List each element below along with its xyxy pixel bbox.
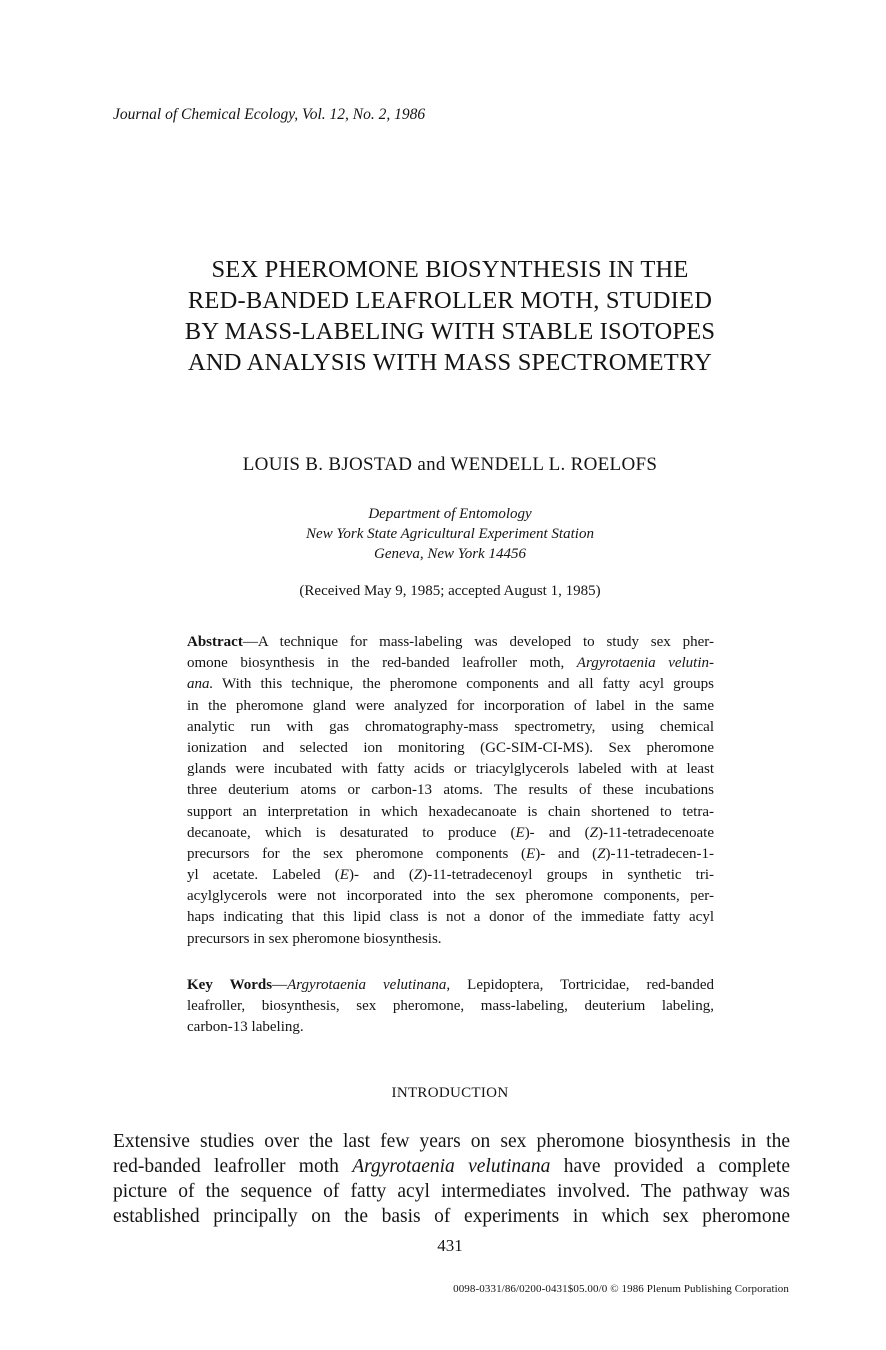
- journal-citation: Journal of Chemical Ecology, Vol. 12, No. 2, 1986: [113, 106, 426, 123]
- abstract-line: decanoate, which is desaturated to produce (E)- and (Z)-11-tetradecenoate: [187, 824, 714, 841]
- intro-line: Extensive studies over the last few years on sex pheromone biosynthesis in the: [113, 1131, 790, 1152]
- abstract-line: yl acetate. Labeled (E)- and (Z)-11-tetradecenoyl groups in synthetic tri-: [187, 867, 714, 884]
- copyright-line: 0098-0331/86/0200-0431$05.00/0 © 1986 Plenum Publishing Corporation: [453, 1283, 789, 1295]
- page-number: 431: [437, 1236, 463, 1255]
- section-heading-introduction: INTRODUCTION: [391, 1085, 509, 1101]
- abstract-line: omone biosynthesis in the red-banded leafroller moth, Argyrotaenia velutin-: [187, 655, 715, 672]
- abstract-line: haps indicating that this lipid class is not a donor of the immediate fatty acyl: [187, 909, 714, 926]
- article-title: [100, 254, 800, 378]
- affiliation-department: Department of Entomology: [368, 506, 532, 522]
- keywords-line: Key Words—Argyrotaenia velutinana, Lepidoptera, Tortricidae, red-banded: [187, 977, 714, 993]
- title-line-3: BY MASS-LABELING WITH STABLE ISOTOPES: [184, 318, 716, 345]
- keywords-line: leafroller, biosynthesis, sex pheromone, mass-labeling, deuterium labeling,: [187, 998, 714, 1015]
- abstract-line: glands were incubated with fatty acids or triacylglycerols labeled with at least: [187, 761, 714, 778]
- title-line-4: AND ANALYSIS WITH MASS SPECTROMETRY: [187, 349, 713, 376]
- abstract-line: analytic run with gas chromatography-mass spectrometry, using chemical: [187, 718, 714, 735]
- keywords: [187, 975, 714, 1039]
- abstract-label: Abstract: [187, 634, 243, 650]
- received-dates: (Received May 9, 1985; accepted August 1, 1985): [299, 583, 601, 599]
- abstract-line: three deuterium atoms or carbon-13 atoms. The results of these incubations: [187, 782, 714, 799]
- keywords-line: carbon-13 labeling.: [187, 1019, 304, 1036]
- abstract-line: ana. With this technique, the pheromone components and all fatty acyl groups: [187, 676, 714, 693]
- abstract-line: precursors for the sex pheromone components (E)- and (Z)-11-tetradecen-1-: [187, 845, 714, 862]
- abstract: [187, 632, 714, 950]
- title-line-1: SEX PHEROMONE BIOSYNTHESIS IN THE: [211, 256, 689, 283]
- abstract-line: Abstract—A technique for mass-labeling was developed to study sex pher-: [187, 634, 714, 650]
- author-list: LOUIS B. BJOSTAD and WENDELL L. ROELOFS: [242, 454, 658, 475]
- intro-line: picture of the sequence of fatty acyl intermediates involved. The pathway was: [113, 1181, 790, 1202]
- abstract-line: support an interpretation in which hexadecanoate is chain shortened to tetra-: [187, 803, 714, 820]
- intro-line: established principally on the basis of experiments in which sex pheromone: [113, 1206, 790, 1227]
- affiliation-station: New York State Agricultural Experiment Station: [306, 526, 594, 542]
- affiliation-city: Geneva, New York 14456: [374, 546, 526, 562]
- intro-line: red-banded leafroller moth Argyrotaenia velutinana have provided a complete: [113, 1156, 790, 1177]
- keywords-label: Key Words: [187, 977, 273, 993]
- abstract-line: in the pheromone gland were analyzed for incorporation of label in the same: [187, 697, 714, 714]
- title-line-2: RED-BANDED LEAFROLLER MOTH, STUDIED: [187, 287, 713, 314]
- abstract-line: precursors in sex pheromone biosynthesis.: [187, 930, 442, 947]
- abstract-line: ionization and selected ion monitoring (GC-SIM-CI-MS). Sex pheromone: [187, 739, 714, 756]
- abstract-line: acylglycerols were not incorporated into the sex pheromone components, per-: [187, 888, 714, 905]
- introduction-text: [113, 1129, 790, 1229]
- affiliation: [100, 504, 800, 564]
